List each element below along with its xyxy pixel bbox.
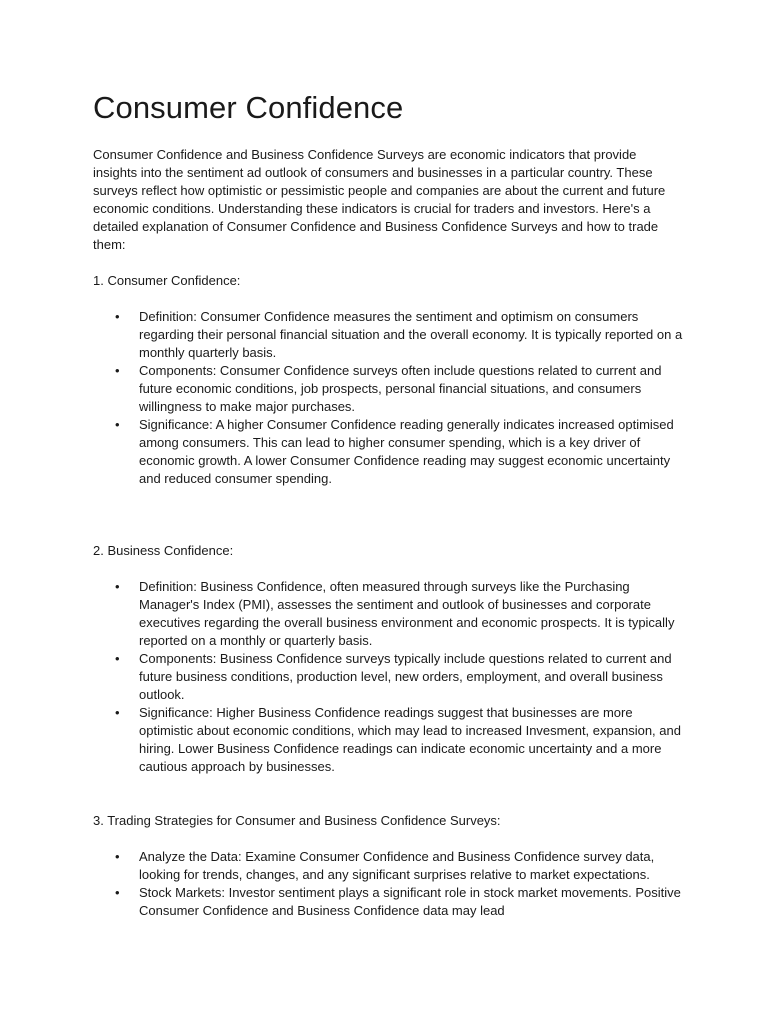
list-item-text: Definition: Consumer Confidence measures the sentiment and optimism on consumers regarding their personal financial situation and the overall economy. It is typically reported on a monthly quarterly basis.	[139, 309, 683, 360]
list-item-text: Definition: Business Confidence, often measured through surveys like the Purchasing Manager's Index (PMI), assesses the sentiment and outlook of businesses and corporate executives regarding the overall business environment and economic prospects. It is typically reported on a monthly or quarterly basis.	[139, 579, 675, 648]
list-item-text: Analyze the Data: Examine Consumer Confidence and Business Confidence survey data, looking for trends, changes, and any significant surprises relative to market expectations.	[139, 849, 655, 882]
list-item	[93, 884, 683, 920]
list-item-text: Components: Consumer Confidence surveys often include questions related to current and future economic conditions, job prospects, personal financial situations, and consumers willingness to make major purchases.	[139, 363, 662, 414]
list-item-text: Significance: A higher Consumer Confidence reading generally indicates increased optimised among consumers. This can lead to higher consumer spending, which is a key driver of economic growth. A lower Consumer Confidence reading may suggest economic uncertainty and reduced consumer spending.	[139, 417, 674, 486]
intro-paragraph: Consumer Confidence and Business Confidence Surveys are economic indicators that provide insights into the sentiment ad outlook of consumers and businesses in a particular country. These surveys reflect how optimistic or pessimistic people and companies are about the current and future economic conditions. Understanding these indicators is crucial for traders and investors. Here's a detailed explanation of Consumer Confidence and Business Confidence Surveys and how to trade them:	[93, 147, 666, 252]
spacer	[93, 560, 683, 578]
list-item	[93, 650, 683, 704]
spacer	[93, 290, 683, 308]
bullet-list-business-confidence	[93, 578, 683, 776]
bullet-icon: •	[115, 885, 120, 900]
bullet-icon: •	[115, 651, 120, 666]
list-item-text: Significance: Higher Business Confidence readings suggest that businesses are more optimistic about economic conditions, which may lead to increased Invesment, expansion, and hiring. Lower Business Confidence readings can indicate economic uncertainty and a more cautious approach by businesses.	[139, 705, 681, 774]
spacer	[93, 776, 683, 812]
spacer	[93, 488, 683, 542]
list-item	[93, 578, 683, 650]
section-heading-business-confidence: 2. Business Confidence:	[93, 543, 234, 558]
bullet-icon: •	[115, 363, 120, 378]
bullet-icon: •	[115, 849, 120, 864]
list-item	[93, 308, 683, 362]
list-item	[93, 362, 683, 416]
list-item	[93, 848, 683, 884]
section-heading-consumer-confidence: 1. Consumer Confidence:	[93, 273, 241, 288]
bullet-list-consumer-confidence	[93, 308, 683, 488]
section-heading-trading-strategies: 3. Trading Strategies for Consumer and Business Confidence Surveys:	[93, 813, 501, 828]
bullet-icon: •	[115, 417, 120, 432]
list-item-text: Components: Business Confidence surveys typically include questions related to current and future business conditions, production level, new orders, employment, and overall business outlook.	[139, 651, 672, 702]
spacer	[93, 830, 683, 848]
document-page	[93, 88, 683, 920]
list-item-text: Stock Markets: Investor sentiment plays a significant role in stock market movements. Positive Consumer Confidence and Business Confidence data may lead	[139, 885, 681, 918]
list-item	[93, 416, 683, 488]
bullet-list-trading-strategies	[93, 848, 683, 920]
bullet-icon: •	[115, 579, 120, 594]
document-title: Consumer Confidence	[93, 90, 404, 125]
bullet-icon: •	[115, 705, 120, 720]
list-item	[93, 704, 683, 776]
spacer	[93, 254, 683, 272]
bullet-icon: •	[115, 309, 120, 324]
